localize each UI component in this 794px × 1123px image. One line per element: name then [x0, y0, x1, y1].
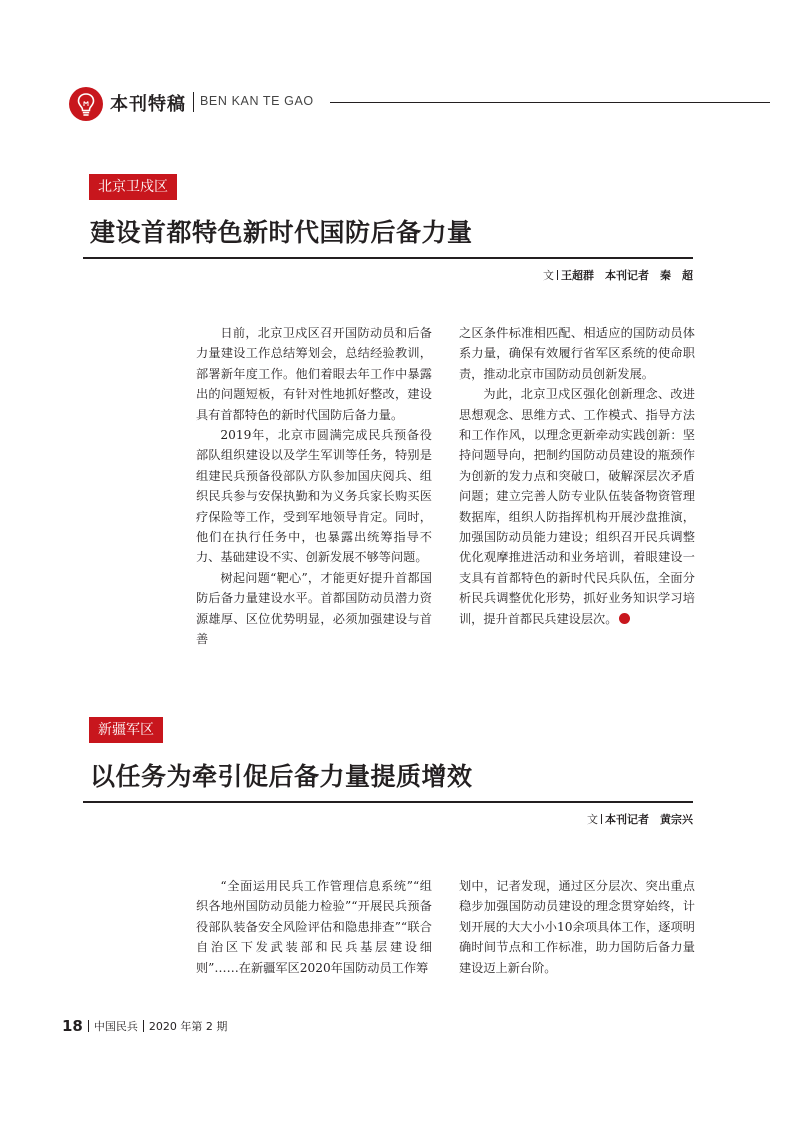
byline-divider — [601, 814, 602, 824]
lightbulb-icon — [69, 87, 103, 121]
headline-rule — [83, 801, 693, 803]
byline-divider — [557, 270, 558, 280]
paragraph: 之区条件标准相匹配、相适应的国防动员体系力量，确保有效履行省军区系统的使命职责，推动北京市国防动员创新发展。 — [459, 326, 695, 381]
paragraph: 2019年，北京市圆满完成民兵预备役部队组织建设以及学生军训等任务，特别是组建民兵预备役部队方队参加国庆阅兵、组织民兵参与安保执勤和为义务兵家长购买医疗保险等工作，受到军地领导肯定。同时，他们在执行任务中，也暴露出统筹指导不力、基础建设不实、创新发展不够等问题。 — [196, 428, 432, 565]
paragraph: “全面运用民兵工作管理信息系统”“组织各地州国防动员能力检验”“开展民兵预备役部队装备安全风险评估和隐患排查”“联合自治区下发武装部和民兵基层建设细则”……在新疆军区2020年国防动员工作筹 — [196, 879, 432, 975]
paragraph — [459, 384, 695, 629]
paragraph: 日前，北京卫戍区召开国防动员和后备力量建设工作总结筹划会，总结经验教训，部署新年度工作。他们着眼去年工作中暴露出的问题短板，有针对性地抓好整改，建设具有首都特色的新时代国防后备力量。 — [196, 326, 432, 422]
article-column-right — [459, 876, 695, 978]
article-byline — [543, 267, 693, 283]
article-headline: 建设首都特色新时代国防后备力量 — [90, 218, 473, 247]
article-column-right — [459, 323, 695, 629]
byline-prefix: 文 — [543, 269, 554, 282]
paragraph: 划中，记者发现，通过区分层次、突出重点稳步加强国防动员建设的理念贯穿始终，计划开展的大大小小10余项具体工作，逐项明确时间节点和工作标准，助力国防后备力量建设迈上新台阶。 — [459, 879, 695, 975]
byline-authors: 王超群 本刊记者 秦 超 — [561, 269, 693, 282]
article-column-left — [196, 876, 432, 978]
paragraph-text: 为此，北京卫戍区强化创新理念、改进思想观念、思维方式、工作模式、指导方法和工作作风，以理念更新牵动实践创新：坚持问题导向，把制约国防动员建设的瓶颈作为创新的发力点和突破口，破解深层次矛盾问题；建立完善人防专业队伍装备物资管理数据库，组织人防指挥机构开展沙盘推演，加强国防动员能力建设；组织召开民兵调整优化观摩推进活动和业务培训，着眼建设一支具有首都特色的新时代民兵队伍，全面分析民兵调整优化形势，抓好业务知识学习培训，提升首都民兵建设层次。 — [459, 387, 695, 626]
header-divider — [193, 92, 194, 112]
section-title: 本刊特稿 — [110, 94, 186, 115]
byline-prefix: 文 — [587, 813, 598, 826]
article-tag: 北京卫戍区 — [89, 174, 177, 200]
article-headline: 以任务为牵引促后备力量提质增效 — [90, 762, 473, 791]
end-mark-icon — [619, 613, 630, 624]
paragraph: 树起问题“靶心”，才能更好提升首都国防后备力量建设水平。首都国防动员潜力资源雄厚、区位优势明显，必须加强建设与首善 — [196, 570, 432, 647]
footer-divider — [88, 1020, 89, 1032]
page-number: 18 — [62, 1017, 83, 1035]
footer-divider — [143, 1020, 144, 1032]
article-byline — [587, 811, 693, 827]
byline-authors: 本刊记者 黄宗兴 — [605, 813, 693, 826]
header-rule — [330, 102, 770, 103]
headline-rule — [83, 257, 693, 259]
magazine-name: 中国民兵 — [93, 1020, 138, 1033]
section-pinyin: BEN KAN TE GAO — [200, 94, 314, 108]
issue-label: 2020 年第 2 期 — [148, 1020, 228, 1033]
article-column-left — [196, 323, 432, 650]
article-tag: 新疆军区 — [89, 717, 163, 743]
page-footer — [62, 1017, 227, 1035]
